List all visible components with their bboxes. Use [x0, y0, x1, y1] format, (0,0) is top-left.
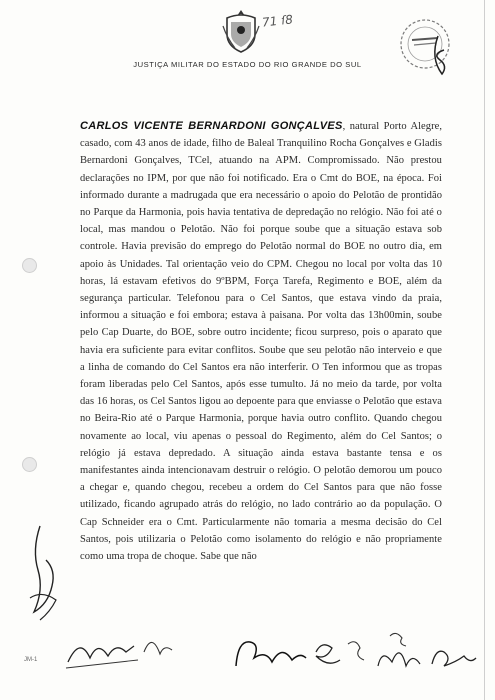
page-number-stamp	[392, 14, 462, 84]
punch-hole	[22, 457, 37, 472]
form-code: JM-1	[24, 657, 38, 663]
institution-header: JUSTIÇA MILITAR DO ESTADO DO RIO GRANDE DO SUL	[133, 60, 362, 69]
page-edge	[484, 0, 485, 700]
coat-of-arms-emblem	[221, 8, 261, 54]
signatures-row	[60, 622, 480, 682]
testimony-text: , natural Porto Alegre, casado, com 43 anos de idade, filho de Baleal Tranquilino Rocha Gonçalves e Gladis Bernardoni Gonçalves, TCel, atuando na APM. Compromissado. Não prestou declarações no IPM, por que não foi notificado. Era o Cmt do BOE, na época. Foi informado durante a madrugada que era necessário o apoio do Pelotão de prontidão no Parque da Harmonia, pois havia tentativa de depredação no relógio. Não foi até o local, mas mandou o Pelotão. Não foi porque soube que a situação estava sob controle. Havia previsão do emprego do Pelotão normal do BOE no outro dia, em apoio às Unidades. Tal orientação veio do CPM. Chegou no local por volta das 10 horas, lá estavam efetivos do 9ºBPM, Força Tarefa, Regimento e BOE, além da segurança particular. Telefonou para o Cel Santos, que estava vindo da praia, informou a situação e foi embora; estava à paisana. Por volta das 13h00min, soube pelo Cap Duarte, do BOE, sobre outro incidente; ficou surpreso, pois o aparato que havia era suficiente para evitar conflitos. Soube que seu pelotão não interveio e que a linha de comando do Cel Santos era não interferir. O Ten informou que as tropas foram liberadas pelo Cel Santos, após esse tumulto. Já no meio da tarde, por volta das 16 horas, os Cel Santos ligou ao depoente para que enviasse o Pelotão que estava no Beira-Rio até o Parque Harmonia, porque havia outro conflito. Quando chegou novamente ao local, viu apenas o pessoal do Regimento, além do Cel Santos; o relógio já estava depredado. A situação ainda estava bastante tensa e os manifestantes ainda intencionavam destruir o relógio. O pelotão demorou um pouco a chegar e, quando chegou, recebeu a ordem do Cel Santos para que não fosse utilizado, ficando agrupado atrás do relógio, no lado contrário ao da população. O Cap Schneider era o Cmt. Particularmente não tomaria a mesma decisão do Cel Santos, pois utilizaria o Pelotão como isolamento do relógio e não propriamente como uma tropa de choque. Sabe que não	[80, 121, 442, 563]
punch-hole	[22, 258, 37, 273]
margin-signature	[22, 520, 72, 630]
deponent-name: CARLOS VICENTE BERNARDONI GONÇALVES	[80, 120, 343, 132]
testimony-paragraph	[80, 118, 442, 565]
handwritten-page-mark: 71 ſ8	[261, 12, 294, 30]
